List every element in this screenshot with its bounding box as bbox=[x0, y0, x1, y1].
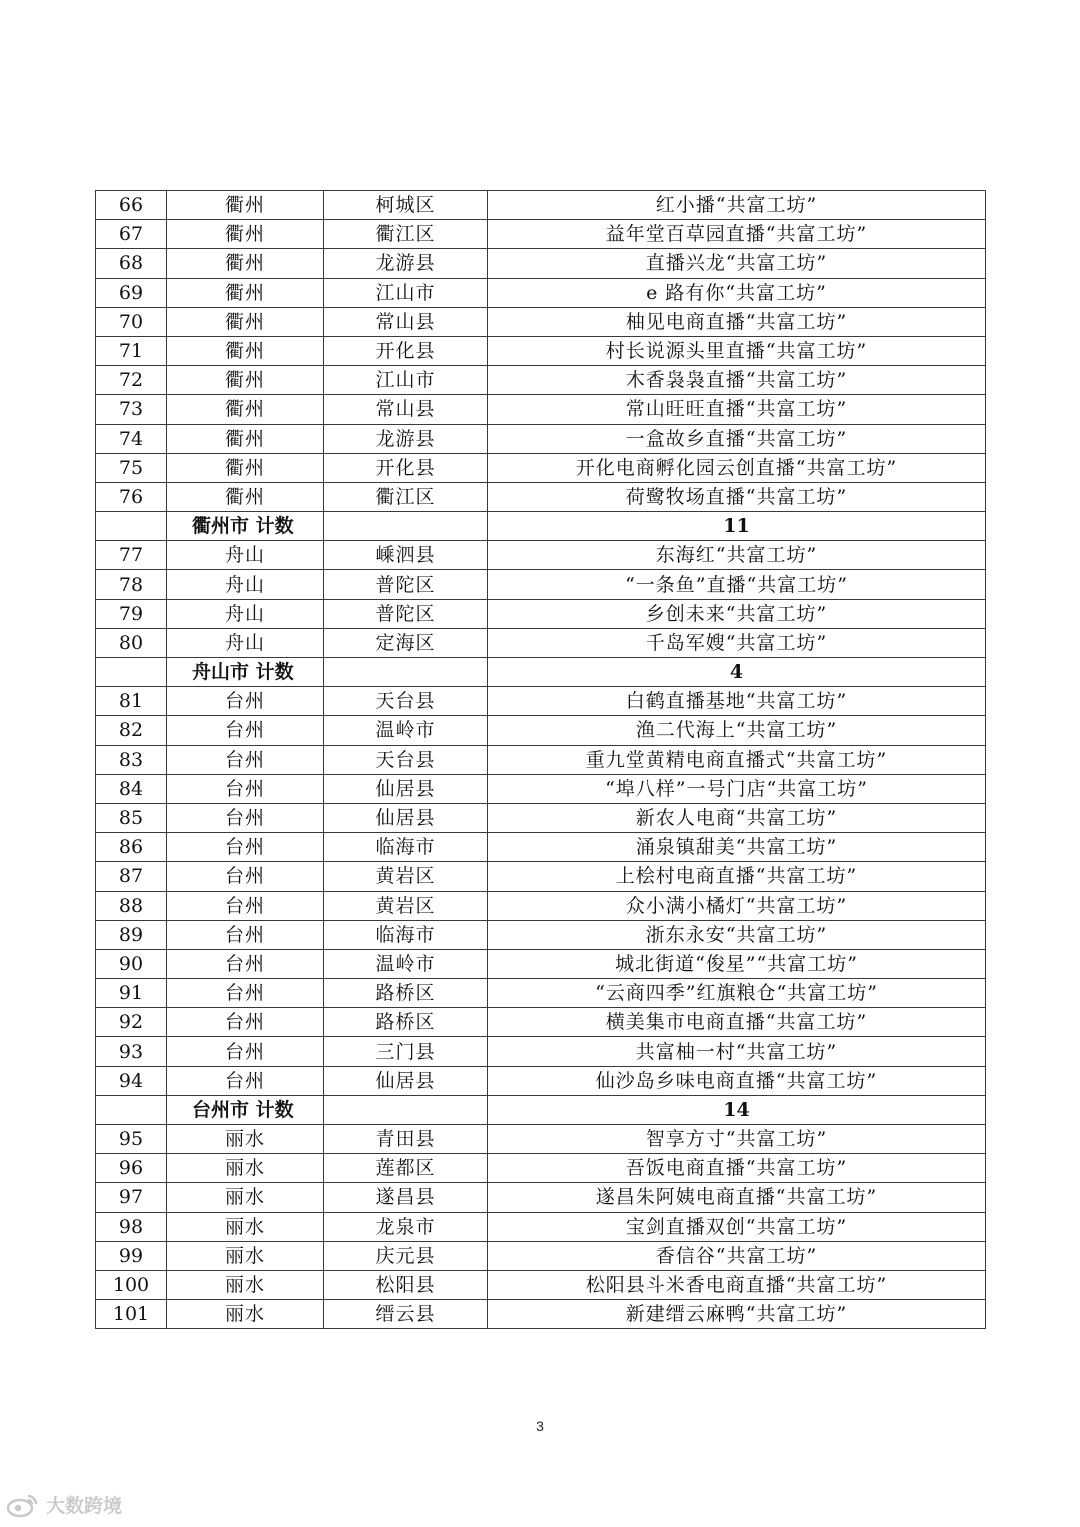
city-cell: 台州 bbox=[167, 920, 324, 949]
table-row bbox=[96, 249, 986, 278]
city-cell: 舟山 bbox=[167, 599, 324, 628]
city-cell: 衢州 bbox=[167, 424, 324, 453]
table-row bbox=[96, 920, 986, 949]
blank-cell bbox=[96, 512, 167, 541]
city-cell: 丽水 bbox=[167, 1270, 324, 1299]
district-cell: 常山县 bbox=[324, 307, 488, 336]
city-cell: 台州 bbox=[167, 949, 324, 978]
table-row bbox=[96, 453, 986, 482]
city-cell: 台州 bbox=[167, 833, 324, 862]
row-number: 96 bbox=[96, 1154, 167, 1183]
city-cell: 丽水 bbox=[167, 1183, 324, 1212]
workshop-name-cell: 共富柚一村“共富工坊” bbox=[488, 1037, 986, 1066]
district-cell: 路桥区 bbox=[324, 1008, 488, 1037]
row-number: 76 bbox=[96, 482, 167, 511]
district-cell: 青田县 bbox=[324, 1125, 488, 1154]
table-row bbox=[96, 278, 986, 307]
workshop-name-cell: 柚见电商直播“共富工坊” bbox=[488, 307, 986, 336]
table-row bbox=[96, 862, 986, 891]
city-cell: 衢州 bbox=[167, 336, 324, 365]
row-number: 89 bbox=[96, 920, 167, 949]
district-cell: 常山县 bbox=[324, 395, 488, 424]
row-number: 75 bbox=[96, 453, 167, 482]
summary-row bbox=[96, 512, 986, 541]
table-row bbox=[96, 541, 986, 570]
city-cell: 丽水 bbox=[167, 1241, 324, 1270]
summary-row bbox=[96, 658, 986, 687]
row-number: 93 bbox=[96, 1037, 167, 1066]
city-cell: 舟山 bbox=[167, 541, 324, 570]
summary-label: 衢州市 计数 bbox=[167, 512, 324, 541]
row-number: 81 bbox=[96, 687, 167, 716]
workshop-name-cell: 吾饭电商直播“共富工坊” bbox=[488, 1154, 986, 1183]
city-cell: 台州 bbox=[167, 1008, 324, 1037]
workshop-name-cell: “云商四季”红旗粮仓“共富工坊” bbox=[488, 979, 986, 1008]
table-row bbox=[96, 570, 986, 599]
district-cell: 天台县 bbox=[324, 687, 488, 716]
row-number: 79 bbox=[96, 599, 167, 628]
row-number: 86 bbox=[96, 833, 167, 862]
table-row bbox=[96, 1125, 986, 1154]
district-cell: 温岭市 bbox=[324, 716, 488, 745]
district-cell: 开化县 bbox=[324, 453, 488, 482]
table-row bbox=[96, 1183, 986, 1212]
page-number: 3 bbox=[536, 1418, 544, 1434]
summary-row bbox=[96, 1095, 986, 1124]
row-number: 82 bbox=[96, 716, 167, 745]
district-cell: 路桥区 bbox=[324, 979, 488, 1008]
city-cell: 丽水 bbox=[167, 1154, 324, 1183]
row-number: 69 bbox=[96, 278, 167, 307]
city-cell: 衢州 bbox=[167, 366, 324, 395]
workshop-name-cell: 涌泉镇甜美“共富工坊” bbox=[488, 833, 986, 862]
workshop-name-cell: 仙沙岛乡味电商直播“共富工坊” bbox=[488, 1066, 986, 1095]
workshop-name-cell: 乡创未来“共富工坊” bbox=[488, 599, 986, 628]
district-cell: 衢江区 bbox=[324, 220, 488, 249]
row-number: 95 bbox=[96, 1125, 167, 1154]
district-cell: 温岭市 bbox=[324, 949, 488, 978]
district-cell: 仙居县 bbox=[324, 1066, 488, 1095]
blank-cell bbox=[324, 1095, 488, 1124]
workshop-name-cell: 宝剑直播双创“共富工坊” bbox=[488, 1212, 986, 1241]
district-cell: 江山市 bbox=[324, 366, 488, 395]
workshop-name-cell: 城北街道“俊星”“共富工坊” bbox=[488, 949, 986, 978]
district-cell: 普陀区 bbox=[324, 570, 488, 599]
watermark bbox=[6, 1491, 122, 1518]
city-cell: 台州 bbox=[167, 1066, 324, 1095]
table-row bbox=[96, 1300, 986, 1329]
row-number: 70 bbox=[96, 307, 167, 336]
workshop-name-cell: 荷鹭牧场直播“共富工坊” bbox=[488, 482, 986, 511]
district-cell: 龙泉市 bbox=[324, 1212, 488, 1241]
table-row bbox=[96, 1270, 986, 1299]
city-cell: 舟山 bbox=[167, 628, 324, 657]
row-number: 101 bbox=[96, 1300, 167, 1329]
district-cell: 松阳县 bbox=[324, 1270, 488, 1299]
results-table bbox=[95, 190, 986, 1329]
district-cell: 龙游县 bbox=[324, 249, 488, 278]
district-cell: 黄岩区 bbox=[324, 862, 488, 891]
row-number: 84 bbox=[96, 774, 167, 803]
table-row bbox=[96, 1241, 986, 1270]
table-row bbox=[96, 482, 986, 511]
district-cell: 衢江区 bbox=[324, 482, 488, 511]
table-row bbox=[96, 424, 986, 453]
workshop-name-cell: 直播兴龙“共富工坊” bbox=[488, 249, 986, 278]
table-row bbox=[96, 833, 986, 862]
workshop-name-cell: 遂昌朱阿姨电商直播“共富工坊” bbox=[488, 1183, 986, 1212]
blank-cell bbox=[96, 658, 167, 687]
row-number: 73 bbox=[96, 395, 167, 424]
table-row bbox=[96, 803, 986, 832]
summary-label: 舟山市 计数 bbox=[167, 658, 324, 687]
district-cell: 嵊泗县 bbox=[324, 541, 488, 570]
row-number: 77 bbox=[96, 541, 167, 570]
table-row bbox=[96, 599, 986, 628]
district-cell: 黄岩区 bbox=[324, 891, 488, 920]
workshop-name-cell: 木香袅袅直播“共富工坊” bbox=[488, 366, 986, 395]
workshop-name-cell: 松阳县斗米香电商直播“共富工坊” bbox=[488, 1270, 986, 1299]
district-cell: 龙游县 bbox=[324, 424, 488, 453]
table-row bbox=[96, 979, 986, 1008]
district-cell: 江山市 bbox=[324, 278, 488, 307]
workshop-name-cell: 东海红“共富工坊” bbox=[488, 541, 986, 570]
city-cell: 台州 bbox=[167, 891, 324, 920]
workshop-name-cell: 浙东永安“共富工坊” bbox=[488, 920, 986, 949]
row-number: 71 bbox=[96, 336, 167, 365]
row-number: 98 bbox=[96, 1212, 167, 1241]
district-cell: 临海市 bbox=[324, 920, 488, 949]
watermark-text: 大数跨境 bbox=[46, 1495, 123, 1517]
city-cell: 衢州 bbox=[167, 307, 324, 336]
summary-count: 14 bbox=[488, 1095, 986, 1124]
city-cell: 台州 bbox=[167, 716, 324, 745]
district-cell: 仙居县 bbox=[324, 774, 488, 803]
row-number: 74 bbox=[96, 424, 167, 453]
workshop-name-cell: 千岛军嫂“共富工坊” bbox=[488, 628, 986, 657]
table-row bbox=[96, 191, 986, 220]
district-cell: 临海市 bbox=[324, 833, 488, 862]
row-number: 92 bbox=[96, 1008, 167, 1037]
district-cell: 天台县 bbox=[324, 745, 488, 774]
city-cell: 衢州 bbox=[167, 395, 324, 424]
district-cell: 庆元县 bbox=[324, 1241, 488, 1270]
table-row bbox=[96, 716, 986, 745]
workshop-name-cell: 白鹤直播基地“共富工坊” bbox=[488, 687, 986, 716]
workshop-name-cell: “一条鱼”直播“共富工坊” bbox=[488, 570, 986, 599]
workshop-name-cell: 横美集市电商直播“共富工坊” bbox=[488, 1008, 986, 1037]
city-cell: 台州 bbox=[167, 687, 324, 716]
table-body bbox=[96, 191, 986, 1329]
table-row bbox=[96, 687, 986, 716]
row-number: 97 bbox=[96, 1183, 167, 1212]
table-row bbox=[96, 366, 986, 395]
workshop-name-cell: 智享方寸“共富工坊” bbox=[488, 1125, 986, 1154]
city-cell: 台州 bbox=[167, 803, 324, 832]
table-row bbox=[96, 1037, 986, 1066]
row-number: 91 bbox=[96, 979, 167, 1008]
table-row bbox=[96, 1212, 986, 1241]
row-number: 99 bbox=[96, 1241, 167, 1270]
row-number: 78 bbox=[96, 570, 167, 599]
workshop-name-cell: 红小播“共富工坊” bbox=[488, 191, 986, 220]
table-row bbox=[96, 307, 986, 336]
table-row bbox=[96, 949, 986, 978]
workshop-name-cell: 村长说源头里直播“共富工坊” bbox=[488, 336, 986, 365]
row-number: 100 bbox=[96, 1270, 167, 1299]
table-row bbox=[96, 1008, 986, 1037]
table-row bbox=[96, 891, 986, 920]
workshop-name-cell: “埠八样”一号门店“共富工坊” bbox=[488, 774, 986, 803]
row-number: 90 bbox=[96, 949, 167, 978]
table-row bbox=[96, 1066, 986, 1095]
blank-cell bbox=[96, 1095, 167, 1124]
city-cell: 衢州 bbox=[167, 191, 324, 220]
city-cell: 衢州 bbox=[167, 220, 324, 249]
row-number: 88 bbox=[96, 891, 167, 920]
city-cell: 丽水 bbox=[167, 1125, 324, 1154]
workshop-name-cell: 香信谷“共富工坊” bbox=[488, 1241, 986, 1270]
summary-count: 4 bbox=[488, 658, 986, 687]
city-cell: 台州 bbox=[167, 1037, 324, 1066]
workshop-name-cell: 一盒故乡直播“共富工坊” bbox=[488, 424, 986, 453]
city-cell: 台州 bbox=[167, 745, 324, 774]
summary-count: 11 bbox=[488, 512, 986, 541]
district-cell: 遂昌县 bbox=[324, 1183, 488, 1212]
city-cell: 舟山 bbox=[167, 570, 324, 599]
workshop-name-cell: 常山旺旺直播“共富工坊” bbox=[488, 395, 986, 424]
workshop-name-cell: 新建缙云麻鸭“共富工坊” bbox=[488, 1300, 986, 1329]
row-number: 67 bbox=[96, 220, 167, 249]
table-row bbox=[96, 628, 986, 657]
table-row bbox=[96, 745, 986, 774]
table-row bbox=[96, 336, 986, 365]
blank-cell bbox=[324, 512, 488, 541]
table-row bbox=[96, 220, 986, 249]
weibo-logo-icon bbox=[6, 1492, 40, 1518]
row-number: 72 bbox=[96, 366, 167, 395]
blank-cell bbox=[324, 658, 488, 687]
city-cell: 衢州 bbox=[167, 249, 324, 278]
workshop-name-cell: 益年堂百草园直播“共富工坊” bbox=[488, 220, 986, 249]
workshop-name-cell: e 路有你“共富工坊” bbox=[488, 278, 986, 307]
row-number: 87 bbox=[96, 862, 167, 891]
district-cell: 定海区 bbox=[324, 628, 488, 657]
row-number: 94 bbox=[96, 1066, 167, 1095]
summary-label: 台州市 计数 bbox=[167, 1095, 324, 1124]
district-cell: 缙云县 bbox=[324, 1300, 488, 1329]
city-cell: 台州 bbox=[167, 862, 324, 891]
district-cell: 开化县 bbox=[324, 336, 488, 365]
table-row bbox=[96, 395, 986, 424]
city-cell: 衢州 bbox=[167, 453, 324, 482]
city-cell: 衢州 bbox=[167, 278, 324, 307]
workshop-name-cell: 重九堂黄精电商直播式“共富工坊” bbox=[488, 745, 986, 774]
row-number: 85 bbox=[96, 803, 167, 832]
district-cell: 三门县 bbox=[324, 1037, 488, 1066]
district-cell: 仙居县 bbox=[324, 803, 488, 832]
workshop-name-cell: 众小满小橘灯“共富工坊” bbox=[488, 891, 986, 920]
district-cell: 柯城区 bbox=[324, 191, 488, 220]
district-cell: 普陀区 bbox=[324, 599, 488, 628]
row-number: 80 bbox=[96, 628, 167, 657]
row-number: 68 bbox=[96, 249, 167, 278]
district-cell: 莲都区 bbox=[324, 1154, 488, 1183]
city-cell: 丽水 bbox=[167, 1212, 324, 1241]
city-cell: 衢州 bbox=[167, 482, 324, 511]
workshop-name-cell: 开化电商孵化园云创直播“共富工坊” bbox=[488, 453, 986, 482]
city-cell: 台州 bbox=[167, 979, 324, 1008]
row-number: 83 bbox=[96, 745, 167, 774]
workshop-name-cell: 上桧村电商直播“共富工坊” bbox=[488, 862, 986, 891]
city-cell: 丽水 bbox=[167, 1300, 324, 1329]
row-number: 66 bbox=[96, 191, 167, 220]
table-row bbox=[96, 774, 986, 803]
table-row bbox=[96, 1154, 986, 1183]
workshop-name-cell: 新农人电商“共富工坊” bbox=[488, 803, 986, 832]
workshop-name-cell: 渔二代海上“共富工坊” bbox=[488, 716, 986, 745]
city-cell: 台州 bbox=[167, 774, 324, 803]
